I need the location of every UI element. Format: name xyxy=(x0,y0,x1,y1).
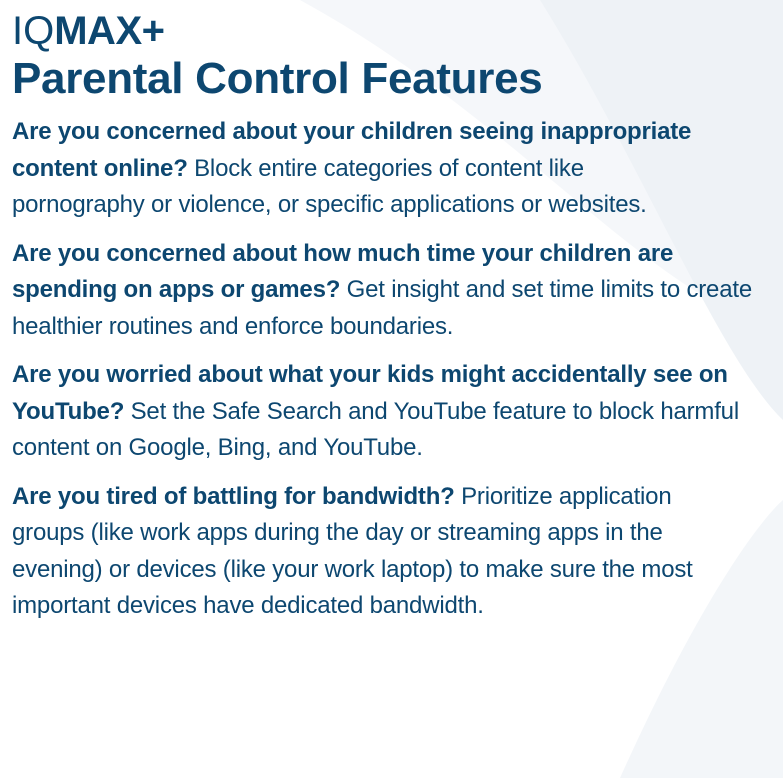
feature-answer: Set the Safe Search and YouTube feature to block harmful content on Google, Bing, and YouTube. xyxy=(12,397,739,461)
feature-paragraph-content-filtering xyxy=(12,114,712,224)
feature-question: Are you concerned about your children seeing inappropriate content online? xyxy=(12,118,692,182)
page-title: Parental Control Features xyxy=(12,54,543,103)
brand-logo xyxy=(12,8,772,54)
feature-question: Are you tired of battling for bandwidth? xyxy=(12,482,455,510)
brand-name: MAX+ xyxy=(54,9,165,53)
feature-answer: Get insight and set time limits to create healthier routines and enforce boundaries. xyxy=(12,276,752,340)
feature-paragraph-safe-search xyxy=(12,357,742,467)
feature-content xyxy=(12,8,772,637)
feature-question: Are you concerned about how much time your children are spending on apps or games? xyxy=(12,239,674,303)
feature-question: Are you worried about what your kids might accidentally see on YouTube? xyxy=(12,361,728,425)
feature-answer: Block entire categories of content like pornography or violence, or specific applications or websites. xyxy=(12,154,647,218)
feature-paragraph-bandwidth xyxy=(12,479,712,625)
brand-prefix: IQ xyxy=(12,9,55,53)
feature-answer: Prioritize application groups (like work apps during the day or streaming apps in the evening) or devices (like your work laptop) to make sure the most important devices have dedicated bandwidth. xyxy=(12,482,693,619)
feature-paragraph-time-limits xyxy=(12,236,752,346)
